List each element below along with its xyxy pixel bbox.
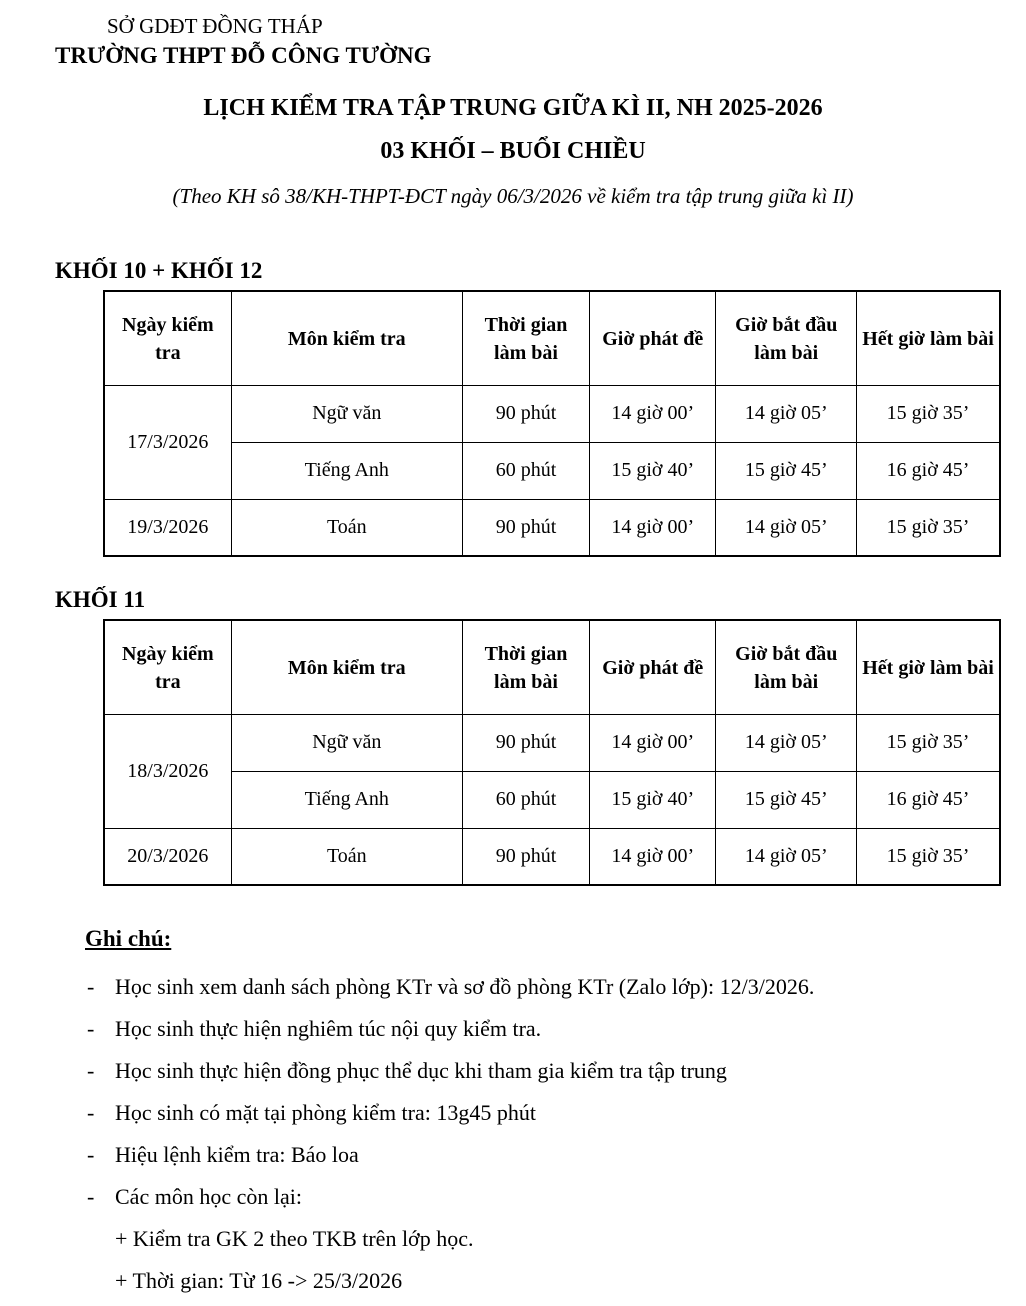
bullet-dash: - xyxy=(87,1100,95,1126)
document-title-line1: LỊCH KIỂM TRA TẬP TRUNG GIỮA KÌ II, NH 2025-2026 xyxy=(203,95,823,122)
school-name: TRƯỜNG THPT ĐỖ CÔNG TƯỜNG xyxy=(55,43,432,69)
start-time-cell: 15 giờ 45’ xyxy=(716,442,857,499)
subject-cell: Tiếng Anh xyxy=(231,442,462,499)
list-item xyxy=(0,1008,1026,1050)
bullet-dash: - xyxy=(87,1058,95,1084)
bullet-dash: - xyxy=(87,974,95,1000)
list-item xyxy=(0,966,1026,1008)
col-header-start-time: Giờ bắt đầu làm bài xyxy=(716,291,857,385)
department-name: SỞ GDĐT ĐỒNG THÁP xyxy=(107,14,323,38)
schedule-table-khoi-10-12 xyxy=(103,290,1001,557)
exam-date-cell: 17/3/2026 xyxy=(104,385,231,499)
note-sub-item: + Kiểm tra GK 2 theo TKB trên lớp học. xyxy=(115,1226,474,1252)
table-row xyxy=(104,828,1000,885)
handout-time-cell: 14 giờ 00’ xyxy=(590,385,716,442)
notes-heading: Ghi chú: xyxy=(85,926,172,952)
end-time-cell: 15 giờ 35’ xyxy=(857,499,1000,556)
subject-cell: Ngữ văn xyxy=(231,714,462,771)
title-block xyxy=(0,87,1026,212)
note-text: Các môn học còn lại: xyxy=(115,1184,302,1210)
col-header-subject: Môn kiểm tra xyxy=(231,620,462,714)
section-heading-khoi-10-12: KHỐI 10 + KHỐI 12 xyxy=(55,258,263,284)
col-header-subject: Môn kiểm tra xyxy=(231,291,462,385)
duration-cell: 90 phút xyxy=(462,385,589,442)
bullet-dash: - xyxy=(87,1142,95,1168)
duration-cell: 90 phút xyxy=(462,714,589,771)
start-time-cell: 14 giờ 05’ xyxy=(716,828,857,885)
handout-time-cell: 14 giờ 00’ xyxy=(590,499,716,556)
note-text: Học sinh có mặt tại phòng kiểm tra: 13g45 phút xyxy=(115,1100,536,1126)
schedule-table-khoi-11 xyxy=(103,619,1001,886)
section-heading-khoi-11: KHỐI 11 xyxy=(55,587,146,613)
subject-cell: Toán xyxy=(231,499,462,556)
school-header xyxy=(0,12,1026,71)
start-time-cell: 14 giờ 05’ xyxy=(716,385,857,442)
end-time-cell: 16 giờ 45’ xyxy=(857,771,1000,828)
end-time-cell: 15 giờ 35’ xyxy=(857,385,1000,442)
list-item xyxy=(0,1092,1026,1134)
col-header-handout-time: Giờ phát đề xyxy=(590,620,716,714)
table-row xyxy=(104,714,1000,771)
duration-cell: 90 phút xyxy=(462,828,589,885)
subject-cell: Toán xyxy=(231,828,462,885)
start-time-cell: 14 giờ 05’ xyxy=(716,714,857,771)
col-header-exam-date: Ngày kiểm tra xyxy=(104,620,231,714)
handout-time-cell: 14 giờ 00’ xyxy=(590,714,716,771)
list-item xyxy=(0,1050,1026,1092)
note-text: Học sinh thực hiện đồng phục thể dục khi tham gia kiểm tra tập trung xyxy=(115,1058,727,1084)
table-header-row xyxy=(104,291,1000,385)
exam-date-cell: 19/3/2026 xyxy=(104,499,231,556)
end-time-cell: 15 giờ 35’ xyxy=(857,714,1000,771)
handout-time-cell: 15 giờ 40’ xyxy=(590,771,716,828)
col-header-end-time: Hết giờ làm bài xyxy=(857,291,1000,385)
table-row xyxy=(104,771,1000,828)
handout-time-cell: 14 giờ 00’ xyxy=(590,828,716,885)
subject-cell: Ngữ văn xyxy=(231,385,462,442)
handout-time-cell: 15 giờ 40’ xyxy=(590,442,716,499)
col-header-duration: Thời gian làm bài xyxy=(462,620,589,714)
col-header-handout-time: Giờ phát đề xyxy=(590,291,716,385)
notes-section xyxy=(0,922,1026,1302)
bullet-dash: - xyxy=(87,1016,95,1042)
col-header-duration: Thời gian làm bài xyxy=(462,291,589,385)
col-header-start-time: Giờ bắt đầu làm bài xyxy=(716,620,857,714)
note-text: Hiệu lệnh kiểm tra: Báo loa xyxy=(115,1142,359,1168)
table-header-row xyxy=(104,620,1000,714)
note-sub-item: + Thời gian: Từ 16 -> 25/3/2026 xyxy=(115,1268,403,1294)
table-row xyxy=(104,442,1000,499)
exam-date-cell: 20/3/2026 xyxy=(104,828,231,885)
table-row xyxy=(104,499,1000,556)
note-text: Học sinh xem danh sách phòng KTr và sơ đồ phòng KTr (Zalo lớp): 12/3/2026. xyxy=(115,974,815,1000)
bullet-dash: - xyxy=(87,1184,95,1210)
col-header-exam-date: Ngày kiểm tra xyxy=(104,291,231,385)
duration-cell: 60 phút xyxy=(462,442,589,499)
start-time-cell: 14 giờ 05’ xyxy=(716,499,857,556)
note-text: Học sinh thực hiện nghiêm túc nội quy kiểm tra. xyxy=(115,1016,542,1042)
table-row xyxy=(104,385,1000,442)
end-time-cell: 16 giờ 45’ xyxy=(857,442,1000,499)
document-subtitle: (Theo KH sô 38/KH-THPT-ĐCT ngày 06/3/2026 về kiểm tra tập trung giữa kì II) xyxy=(172,184,854,209)
end-time-cell: 15 giờ 35’ xyxy=(857,828,1000,885)
notes-list xyxy=(0,966,1026,1302)
document-title-line2: 03 KHỐI – BUỔI CHIỀU xyxy=(380,138,646,165)
subject-cell: Tiếng Anh xyxy=(231,771,462,828)
list-item xyxy=(0,1176,1026,1218)
start-time-cell: 15 giờ 45’ xyxy=(716,771,857,828)
duration-cell: 90 phút xyxy=(462,499,589,556)
list-item xyxy=(0,1134,1026,1176)
duration-cell: 60 phút xyxy=(462,771,589,828)
exam-date-cell: 18/3/2026 xyxy=(104,714,231,828)
col-header-end-time: Hết giờ làm bài xyxy=(857,620,1000,714)
